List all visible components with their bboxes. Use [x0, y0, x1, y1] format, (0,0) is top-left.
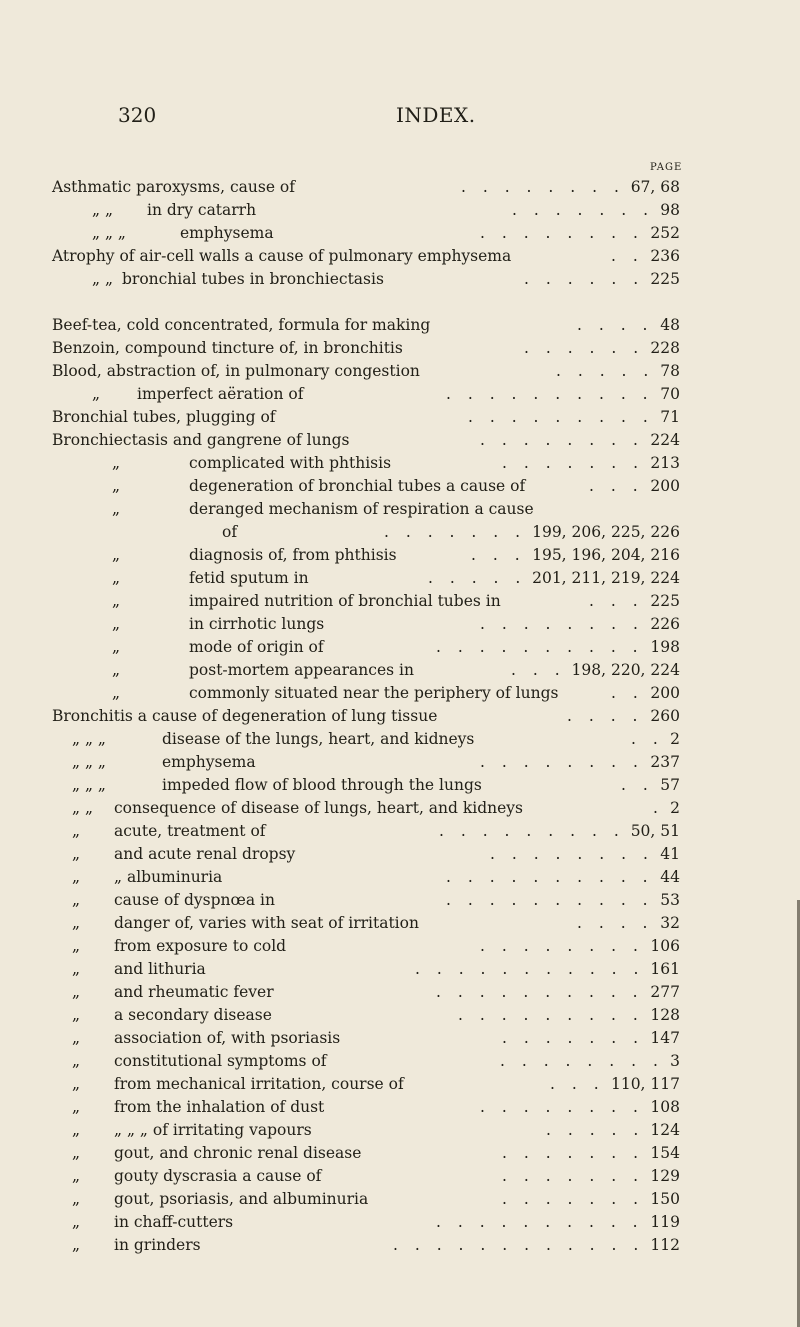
ditto-mark: „	[112, 546, 121, 564]
entry-pages: 260	[650, 707, 680, 725]
index-entry	[52, 452, 680, 474]
entry-pages: 32	[660, 914, 680, 932]
dot-leader: . . . . . . . .	[461, 178, 625, 196]
entry-text: impaired nutrition of bronchial tubes in	[189, 592, 501, 610]
entry-text: Beef-tea, cold concentrated, formula for making	[52, 316, 431, 334]
ditto-mark: „	[72, 914, 81, 932]
entry-pages: 224	[650, 431, 680, 449]
entry-pages: 213	[650, 454, 680, 472]
entry-text: Benzoin, compound tincture of, in bronchitis	[52, 339, 403, 357]
dot-leader: . . . . . . . .	[480, 431, 644, 449]
entry-text: association of, with psoriasis	[114, 1029, 341, 1047]
index-entry	[52, 475, 680, 497]
entry-text: fetid sputum in	[189, 569, 309, 587]
dot-leader: . . . . . . .	[502, 1144, 644, 1162]
index-entry	[52, 199, 680, 221]
entry-text: Blood, abstraction of, in pulmonary congestion	[52, 362, 420, 380]
entry-pages: 2	[670, 799, 680, 817]
entry-pages: 150	[650, 1190, 680, 1208]
ditto-mark: „	[72, 1167, 81, 1185]
index-entry	[52, 958, 680, 980]
entry-text: from the inhalation of dust	[114, 1098, 325, 1116]
entry-text: and lithuria	[114, 960, 206, 978]
entry-pages: 225	[650, 592, 680, 610]
entry-pages: 200	[650, 477, 680, 495]
page-column-label: PAGE	[650, 162, 683, 173]
entry-text: and acute renal dropsy	[114, 845, 296, 863]
entry-pages: 53	[660, 891, 680, 909]
entry-text: a secondary disease	[114, 1006, 272, 1024]
entry-pages: 147	[650, 1029, 680, 1047]
dot-leader: . . . . . . .	[512, 201, 654, 219]
ditto-mark: „	[72, 1213, 81, 1231]
ditto-mark: „	[72, 983, 81, 1001]
entry-text: diagnosis of, from phthisis	[189, 546, 397, 564]
entry-text: gout, and chronic renal disease	[114, 1144, 362, 1162]
index-entry	[52, 1050, 680, 1072]
index-entry	[52, 728, 680, 750]
entry-text: gouty dyscrasia a cause of	[114, 1167, 322, 1185]
ditto-mark: „	[72, 1052, 81, 1070]
ditto-mark: „	[112, 454, 121, 472]
entry-pages: 108	[650, 1098, 680, 1116]
entry-pages: 44	[660, 868, 680, 886]
index-entry	[52, 314, 680, 336]
entry-text: in dry catarrh	[147, 201, 257, 219]
entry-text: Bronchiectasis and gangrene of lungs	[52, 431, 350, 449]
entry-pages: 71	[660, 408, 680, 426]
entry-text: in chaff-cutters	[114, 1213, 234, 1231]
index-entry	[52, 797, 680, 819]
index-entry	[52, 1234, 680, 1256]
ditto-mark: „	[112, 500, 121, 518]
index-entry	[52, 820, 680, 842]
index-entry	[52, 429, 680, 451]
entry-text: Bronchitis a cause of degeneration of lung tissue	[52, 707, 438, 725]
index-entry	[52, 567, 680, 589]
dot-leader: . . . . . . . . . .	[436, 638, 644, 656]
ditto-mark: „	[72, 1029, 81, 1047]
dot-leader: . . . . . . .	[502, 1190, 644, 1208]
ditto-mark: „	[72, 868, 81, 886]
ditto-mark: „ „	[72, 799, 93, 817]
dot-leader: . . . . . . . . . .	[436, 1213, 644, 1231]
entry-text: consequence of disease of lungs, heart, and kidneys	[114, 799, 524, 817]
index-entry	[52, 774, 680, 796]
dot-leader: . . .	[550, 1075, 605, 1093]
dot-leader: . . . . . .	[524, 339, 644, 357]
index-entry	[52, 498, 680, 520]
dot-leader: . . . . . . . . . .	[446, 868, 654, 886]
dot-leader: . . . .	[577, 914, 654, 932]
ditto-mark: „	[72, 1006, 81, 1024]
dot-leader: . . . . . . . . . . .	[415, 960, 644, 978]
index-entry	[52, 360, 680, 382]
dot-leader: . . . . . . .	[502, 1167, 644, 1185]
entry-text: „ „ „ of irritating vapours	[114, 1121, 312, 1139]
dot-leader: . . . . .	[428, 569, 526, 587]
index-entry	[52, 1211, 680, 1233]
dot-leader: . . . . . . . .	[490, 845, 654, 863]
dot-leader: . . . . . . . . . .	[446, 385, 654, 403]
dot-leader: . . . . .	[556, 362, 654, 380]
dot-leader: . . . . . . . .	[480, 937, 644, 955]
entry-pages: 195, 196, 204, 216	[532, 546, 680, 564]
dot-leader: . . .	[471, 546, 526, 564]
dot-leader: . . . . . . . . . .	[436, 983, 644, 1001]
dot-leader: . . .	[589, 592, 644, 610]
index-entry	[52, 544, 680, 566]
ditto-mark: „	[72, 1121, 81, 1139]
ditto-mark: „	[72, 1236, 81, 1254]
index-entry	[52, 222, 680, 244]
dot-leader: . . . . . . . . .	[439, 822, 625, 840]
entry-pages: 110, 117	[610, 1075, 680, 1093]
index-entry	[52, 590, 680, 612]
ditto-mark: „	[72, 937, 81, 955]
index-entry	[52, 406, 680, 428]
entry-text: „ albuminuria	[114, 868, 223, 886]
entry-pages: 237	[650, 753, 680, 771]
dot-leader: . . . . . . . . . . . .	[393, 1236, 644, 1254]
entry-pages: 128	[650, 1006, 680, 1024]
ditto-mark: „	[72, 1075, 81, 1093]
ditto-mark: „	[112, 477, 121, 495]
ditto-mark: „	[112, 638, 121, 656]
entry-text: gout, psoriasis, and albuminuria	[114, 1190, 369, 1208]
index-entry	[52, 1142, 680, 1164]
entry-pages: 129	[650, 1167, 680, 1185]
entry-pages: 98	[660, 201, 680, 219]
entry-text: of	[222, 523, 238, 541]
dot-leader: . . . . . . . . . .	[446, 891, 654, 909]
index-entry	[52, 1073, 680, 1095]
index-entry	[52, 1119, 680, 1141]
dot-leader: . . . . . . . .	[480, 1098, 644, 1116]
index-entry	[52, 1188, 680, 1210]
entry-pages: 106	[650, 937, 680, 955]
entry-text: bronchial tubes in bronchiectasis	[122, 270, 384, 288]
dot-leader: . . . .	[567, 707, 644, 725]
index-entry	[52, 613, 680, 635]
ditto-mark: „ „ „	[72, 753, 106, 771]
entry-text: imperfect aëration of	[137, 385, 304, 403]
index-entry	[52, 912, 680, 934]
entry-pages: 3	[670, 1052, 680, 1070]
ditto-mark: „ „ „	[92, 224, 126, 242]
entry-pages: 78	[660, 362, 680, 380]
entry-text: mode of origin of	[189, 638, 324, 656]
entry-pages: 67, 68	[630, 178, 680, 196]
index-entry	[52, 383, 680, 405]
dot-leader: . . . . . .	[524, 270, 644, 288]
entry-pages: 2	[670, 730, 680, 748]
ditto-mark: „	[92, 385, 101, 403]
ditto-mark: „	[72, 1190, 81, 1208]
entry-pages: 161	[650, 960, 680, 978]
entry-text: commonly situated near the periphery of lungs	[189, 684, 559, 702]
entry-text: acute, treatment of	[114, 822, 266, 840]
ditto-mark: „	[72, 845, 81, 863]
index-entry	[52, 636, 680, 658]
dot-leader: . . . . . . . . .	[458, 1006, 644, 1024]
entry-pages: 225	[650, 270, 680, 288]
entry-pages: 277	[650, 983, 680, 1001]
ditto-mark: „	[112, 661, 121, 679]
dot-leader: . . . . . . . . .	[468, 408, 654, 426]
ditto-mark: „	[72, 960, 81, 978]
dot-leader: . . .	[589, 477, 644, 495]
index-entry	[52, 1004, 680, 1026]
index-entry	[52, 659, 680, 681]
entry-text: emphysema	[180, 224, 274, 242]
index-entry	[52, 889, 680, 911]
index-entry	[52, 1165, 680, 1187]
index-entry	[52, 245, 680, 267]
index-entry	[52, 337, 680, 359]
entry-pages: 119	[650, 1213, 680, 1231]
page-number: 320	[118, 103, 157, 127]
index-entry	[52, 1027, 680, 1049]
ditto-mark: „	[112, 684, 121, 702]
dot-leader: . . . .	[577, 316, 654, 334]
ditto-mark: „ „ „	[72, 776, 106, 794]
index-entry	[52, 682, 680, 704]
index-entry	[52, 981, 680, 1003]
dot-leader: . . . . . . . .	[480, 753, 644, 771]
ditto-mark: „	[72, 822, 81, 840]
index-entry	[52, 705, 680, 727]
entry-text: impeded flow of blood through the lungs	[162, 776, 482, 794]
ditto-mark: „ „	[92, 270, 113, 288]
index-entry	[52, 751, 680, 773]
entry-pages: 236	[650, 247, 680, 265]
dot-leader: . . . . . . . .	[480, 224, 644, 242]
entry-pages: 41	[660, 845, 680, 863]
dot-leader: . .	[631, 730, 664, 748]
ditto-mark: „ „ „	[72, 730, 106, 748]
running-title: INDEX.	[396, 103, 476, 127]
ditto-mark: „	[72, 891, 81, 909]
dot-leader: . .	[611, 247, 644, 265]
entry-pages: 50, 51	[630, 822, 680, 840]
entry-text: from exposure to cold	[114, 937, 287, 955]
entry-pages: 226	[650, 615, 680, 633]
index-entry	[52, 521, 680, 543]
ditto-mark: „	[72, 1098, 81, 1116]
entry-text: Bronchial tubes, plugging of	[52, 408, 276, 426]
entry-text: disease of the lungs, heart, and kidneys	[162, 730, 475, 748]
entry-pages: 199, 206, 225, 226	[532, 523, 680, 541]
entry-text: constitutional symptoms of	[114, 1052, 327, 1070]
entry-pages: 252	[650, 224, 680, 242]
dot-leader: . . . . . . .	[502, 454, 644, 472]
entry-pages: 200	[650, 684, 680, 702]
dot-leader: . .	[621, 776, 654, 794]
dot-leader: . . . . . . . .	[500, 1052, 664, 1070]
dot-leader: . .	[611, 684, 644, 702]
entry-text: in grinders	[114, 1236, 201, 1254]
dot-leader: . . . . . . . .	[480, 615, 644, 633]
index-entry	[52, 935, 680, 957]
entry-text: deranged mechanism of respiration a cause	[189, 500, 534, 518]
dot-leader: . . . . .	[546, 1121, 644, 1139]
entry-text: Asthmatic paroxysms, cause of	[52, 178, 295, 196]
entry-pages: 124	[650, 1121, 680, 1139]
entry-pages: 70	[660, 385, 680, 403]
dot-leader: . . . . . . .	[502, 1029, 644, 1047]
dot-leader: . . .	[511, 661, 566, 679]
index-entry	[52, 176, 680, 198]
entry-pages: 201, 211, 219, 224	[532, 569, 680, 587]
entry-pages: 228	[650, 339, 680, 357]
dot-leader: .	[653, 799, 664, 817]
entry-pages: 57	[660, 776, 680, 794]
entry-text: cause of dyspnœa in	[114, 891, 275, 909]
entry-pages: 154	[650, 1144, 680, 1162]
dot-leader: . . . . . . .	[384, 523, 526, 541]
entry-text: degeneration of bronchial tubes a cause of	[189, 477, 526, 495]
entry-text: emphysema	[162, 753, 256, 771]
entry-text: Atrophy of air-cell walls a cause of pulmonary emphysema	[52, 247, 512, 265]
entry-text: danger of, varies with seat of irritation	[114, 914, 419, 932]
entry-text: from mechanical irritation, course of	[114, 1075, 404, 1093]
entry-pages: 198	[650, 638, 680, 656]
entry-text: and rheumatic fever	[114, 983, 274, 1001]
index-entry	[52, 843, 680, 865]
entry-pages: 112	[650, 1236, 680, 1254]
entry-pages: 48	[660, 316, 680, 334]
ditto-mark: „	[112, 615, 121, 633]
ditto-mark: „	[112, 569, 121, 587]
index-entry	[52, 268, 680, 290]
index-entry	[52, 866, 680, 888]
ditto-mark: „ „	[92, 201, 113, 219]
entry-text: in cirrhotic lungs	[189, 615, 325, 633]
index-entry	[52, 1096, 680, 1118]
entry-pages: 198, 220, 224	[571, 661, 680, 679]
entry-text: post-mortem appearances in	[189, 661, 414, 679]
ditto-mark: „	[72, 1144, 81, 1162]
entry-text: complicated with phthisis	[189, 454, 392, 472]
ditto-mark: „	[112, 592, 121, 610]
page-header	[118, 103, 658, 133]
